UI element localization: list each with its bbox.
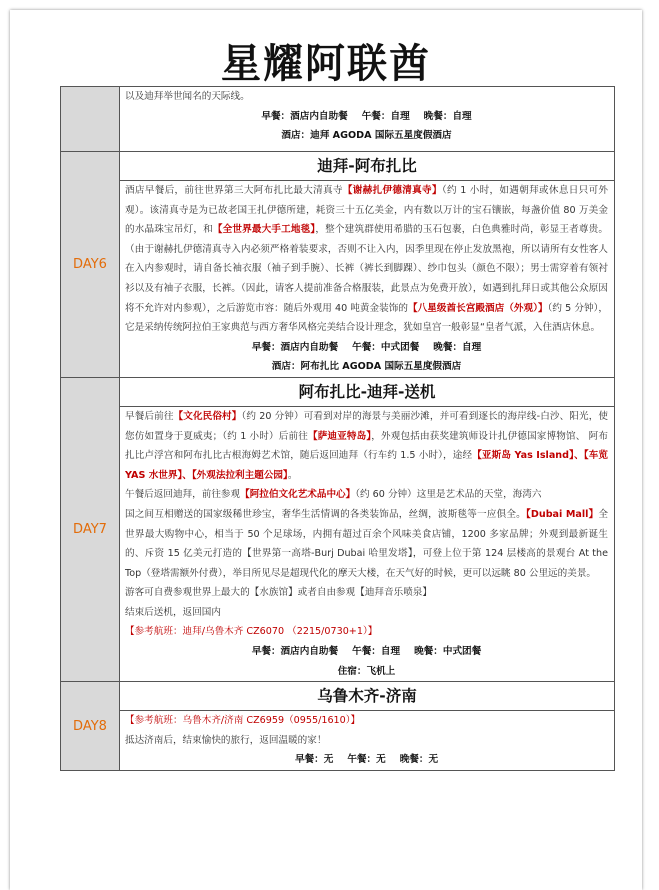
lunch: 午餐：自理	[361, 110, 410, 122]
day-label-cell	[61, 87, 120, 152]
dinner: 晚餐：中式团餐	[414, 646, 482, 658]
meals-line	[125, 750, 608, 770]
lunch: 午餐：中式团餐	[352, 341, 420, 353]
day7-content	[120, 377, 615, 681]
breakfast: 早餐：酒店内自助餐	[251, 341, 339, 353]
meals-line	[125, 338, 608, 358]
day7-description: 早餐后前往【文化民俗村】（约 20 分钟）可看到对岸的海景与美丽沙滩，并可看到逐长的海岸线-白沙、阳光，使您仿如置身于夏威夷；（约 1 小时）后前往【萨迪亚特岛】，外观包括由获奖建筑师设计扎伊德国家博物馆、 阿布扎比卢浮宫和阿布扎比古根海姆艺术馆，随后返回迪拜（行车约 1.5 小时），途经【亚斯岛 Yas Island】、【车览 YAS 水世界】、【外观法拉利主题公园】。 午餐后返回迪拜，前往参观【阿拉伯文化艺术品中心】（约 60 分钟）这里是艺术品的天堂，海湾六 国之间互相赠送的国家级稀世珍宝，奢华生活情调的各类装饰品，丝绸，波斯毯等一应俱全。【Dubai Mall】全世界最大购物中心，相当于 50 个足球场，内拥有超过百余个风味美食店铺，1200 多家品牌；外观到最新诞生的、斥资 15 亿美元打造的【世界第一高塔-Burj Dubai 哈里发塔】，可登上位于第 124 层楼高的景观台 At the Top（登塔需额外付费），举目所见尽是超现代化的摩天大楼，在天气好的时候，更可以远眺 80 公里远的美景。 游客可自费参观世界上最大的【水族馆】或者自由参观【迪拜音乐喷泉】 结束后送机，返回国内 【参考航班：迪拜/乌鲁木齐 CZ6070 （2215/0730+1）】 早餐：酒店内自助餐 午餐：自理 晚餐：中式团餐 住宿：飞机上	[120, 407, 614, 681]
dinner: 晚餐：自理	[423, 110, 472, 122]
day8-text: 抵达济南后，结束愉快的旅行，返回温暖的家！	[125, 734, 327, 746]
day8-label: DAY8	[61, 682, 120, 771]
day-content	[120, 87, 615, 152]
mosque-highlight: 【谢赫扎伊德清真寺】	[342, 185, 442, 196]
hotel-line: 酒店：阿布扎比 AGODA 国际五星度假酒店	[271, 361, 462, 373]
stay-line: 住宿：飞机上	[337, 665, 396, 677]
flight-info: 【参考航班：迪拜/乌鲁木齐 CZ6070 （2215/0730+1）】	[125, 626, 378, 638]
itinerary-table	[60, 86, 615, 771]
breakfast: 早餐：酒店内自助餐	[251, 646, 339, 658]
day5-text: 以及迪拜举世闻名的天际线。	[125, 91, 250, 102]
hotel-line: 酒店：迪拜 AGODA 国际五星度假酒店	[281, 130, 452, 142]
day6-title: 迪拜-阿布扎比	[120, 152, 614, 181]
day6-row	[61, 152, 615, 378]
meals-line	[125, 642, 608, 662]
lunch: 午餐：无	[347, 754, 386, 766]
flight-info: 【参考航班：乌鲁木齐/济南 CZ6959（0955/1610）】	[125, 715, 361, 727]
breakfast: 早餐：无	[294, 754, 334, 766]
day6-content	[120, 152, 615, 378]
day7-title: 阿布扎比-迪拜-送机	[120, 378, 614, 407]
document-page	[10, 10, 642, 890]
meals-line	[125, 107, 608, 127]
page-title: 星耀阿联酋	[221, 40, 431, 87]
breakfast: 早餐：酒店内自助餐	[261, 110, 348, 122]
lunch: 午餐：自理	[352, 646, 401, 658]
palace-highlight: 【八星级酋长宫殿酒店（外观）】	[408, 302, 548, 314]
dinner: 晚餐：自理	[433, 341, 482, 353]
day8-content	[120, 682, 615, 771]
dinner: 晚餐：无	[399, 754, 439, 766]
day5-continued-row	[61, 87, 615, 152]
day7-row	[61, 377, 615, 681]
day6-description: 酒店早餐后，前往世界第三大阿布扎比最大清真寺【谢赫扎伊德清真寺】（约 1 小时，如遇朝拜或休息日只可外观）。该清真寺是为已故老国王扎伊德所建，耗资三十五亿美金，内有数以万计的宝石镶嵌，每盏价值 80 万美金的水晶珠宝吊灯，和【全世界最大手工地毯】，整个建筑群使用希腊的玉石包裹，白色典雅时尚，彰显王者尊贵。（由于谢赫扎伊德清真寺入内必须严格着装要求，否则不让入内，因季里现在停止发放黑袍，所以请所有女性客人在入内参观时，请自备长袖衣服（袖子到手腕）、长裤（裤长到脚踝）、纱巾包头（颜色不限）；男士需穿着有领衬衫以及有袖子衣服，长裤。（因此，请客人提前准备合格服装，此景点为免费开放），如遇到扎拜日或其他公众原因将不允许对内参观），之后游览市容：随后外观用 40 吨黄金装饰的【八星级酋长宫殿酒店（外观）】（约 5 分钟），它是采纳传统阿拉伯王家典范与西方奢华风格完美结合设计理念，犹如皇宫一般彰显“皇者气派，入住酒店休息。	[125, 185, 609, 334]
day8-row	[61, 682, 615, 771]
carpet-highlight: 【全世界最大手工地毯】	[212, 224, 316, 236]
day8-title: 乌鲁木齐-济南	[120, 682, 614, 711]
day6-label: DAY6	[61, 152, 120, 378]
day7-label: DAY7	[61, 377, 120, 681]
